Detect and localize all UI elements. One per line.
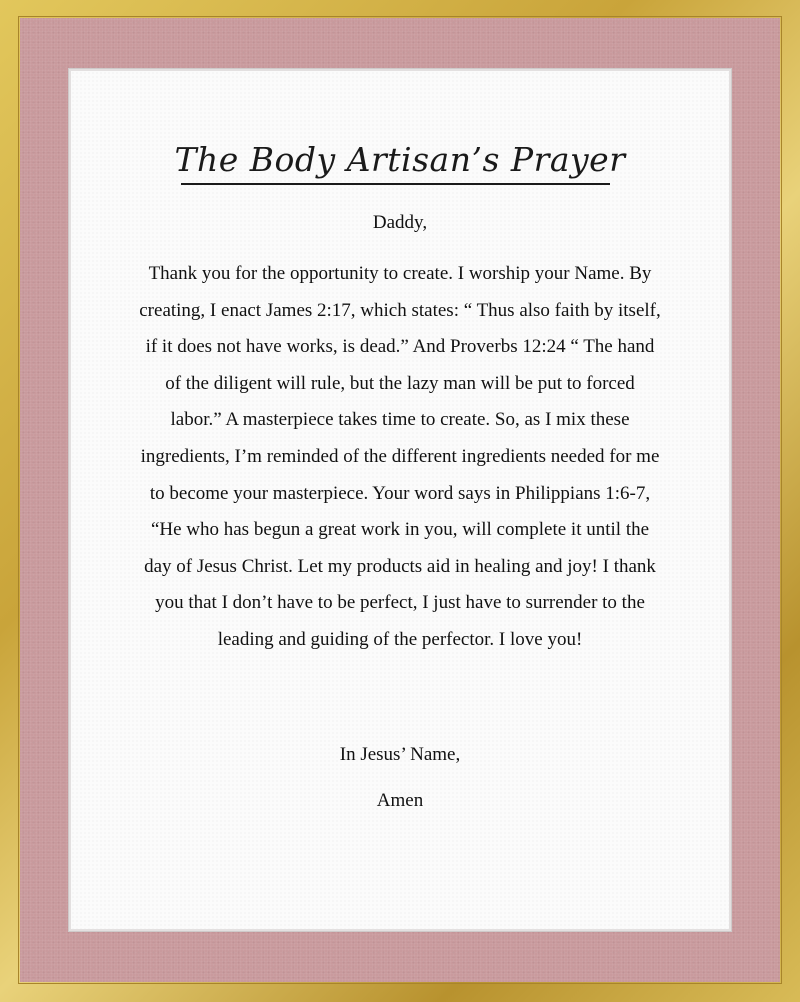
prayer-signoff: Amen xyxy=(376,790,424,811)
prayer-title: The Body Artisan’s Prayer xyxy=(174,140,626,179)
prayer-greeting: Daddy, xyxy=(372,212,428,233)
title-underline xyxy=(181,183,610,185)
pink-mat-board xyxy=(20,18,780,982)
mat-bevel xyxy=(68,68,732,932)
prayer-closing: In Jesus’ Name, xyxy=(339,744,461,765)
prayer-paper xyxy=(71,71,729,929)
prayer-body: Thank you for the opportunity to create. I worship your Name. By creating, I enact James 2:17, which states: “ Thus also faith by itself, if it does not have works, is dead.” And Proverbs 12:24 “ The hand of the diligent will rule, but the lazy man will be put to forced labor.” A masterpiece takes time to create. So, as I mix these ingredients, I’m reminded of the different ingredients needed for me to become your masterpiece. Your word says in Philippians 1:6-7, “He who has begun a great work in you, will complete it until the day of Jesus Christ. Let my products aid in healing and joy! I thank you that I don’t have to be perfect, I just have to surrender to the leading and guiding of the perfector. I love you! xyxy=(139,263,661,650)
